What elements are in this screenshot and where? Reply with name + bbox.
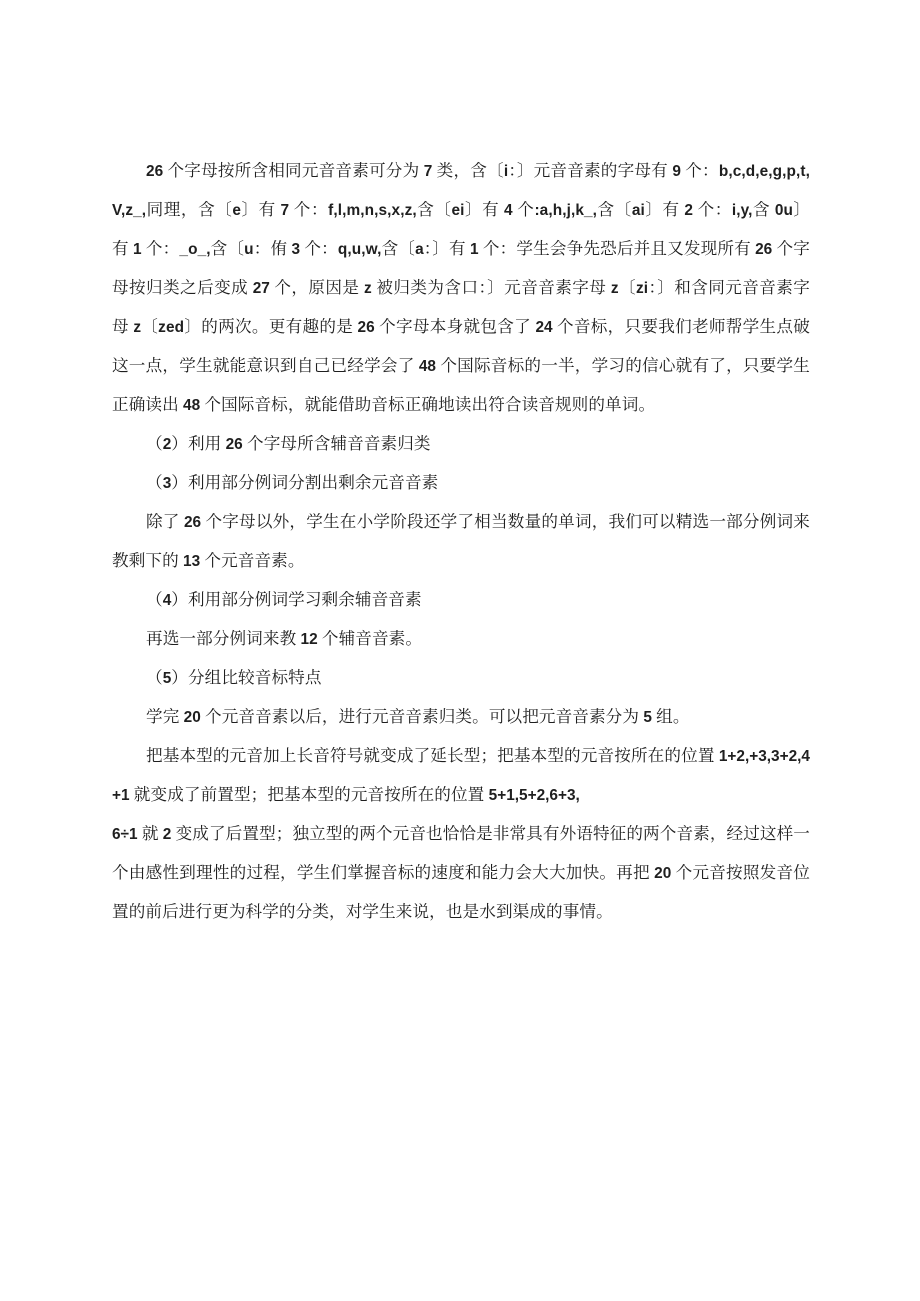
inline-latin-token: 26	[183, 514, 202, 531]
paragraph-phoneme-classification: 26 个字母按所含相同元音音素可分为 7 类，含〔i：〕元音音素的字母有 9 个：b,c,d,e,g,p,t,V,z_,同理，含〔e〕有 7 个：f,l,m,n,s,x,z,含〔ei〕有 4 个:a,h,j,k_,含〔ai〕有 2 个：i,y,含 0u〕有 1 个：_o_,含〔u：侑 3 个：q,u,w,含〔a：〕有 1 个：学生会争先恐后并且又发现所有 26 个字母按归类之后变成 27 个，原因是 z 被归类为含口：〕元音音素字母 z〔zi：〕和含同元音音素字母 z〔zed〕的两次。更有趣的是 26 个字母本身就包含了 24 个音标，只要我们老师帮学生点破这一点，学生就能意识到自己已经学会了 48 个国际音标的一半，学习的信心就有了，只要学生正确读出 48 个国际音标，就能借助音标正确地读出符合读音规则的单词。	[112, 161, 811, 414]
inline-latin-token: 3	[291, 241, 301, 258]
inline-latin-token: 20	[654, 865, 672, 882]
inline-latin-token: 1+2,+3,3+2,4+1	[112, 748, 810, 804]
paragraph-item-2-consonant-grouping: （2）利用 26 个字母所含辅音音素归类	[146, 434, 431, 453]
inline-latin-token: 48	[418, 358, 436, 375]
inline-latin-token: i	[503, 163, 509, 180]
inline-latin-token: q,u,w,	[337, 241, 382, 258]
inline-latin-token: zi	[635, 280, 649, 297]
paragraph-item-3-vowel-split: （3）利用部分例词分割出剩余元音音素	[146, 473, 439, 492]
inline-latin-token: 7	[423, 163, 433, 180]
inline-latin-token: 1	[133, 241, 142, 258]
paragraph-twenty-vowels-grouping: 学完 20 个元音音素以后，进行元音音素归类。可以把元音音素分为 5 组。	[146, 707, 690, 726]
inline-latin-token: z	[133, 319, 142, 336]
inline-latin-token: 5	[643, 709, 652, 726]
inline-latin-token: b,c,d,e,g,p,t,V,z_,	[112, 163, 811, 219]
inline-latin-token: 7	[280, 202, 290, 219]
inline-latin-token: u	[244, 241, 254, 258]
inline-latin-token: a	[415, 241, 424, 258]
inline-latin-token: 26	[146, 163, 164, 180]
inline-latin-token: 4	[504, 202, 513, 219]
inline-latin-token: 2	[162, 436, 172, 453]
inline-latin-token: 2	[162, 826, 172, 843]
inline-latin-token: 26	[755, 241, 773, 258]
inline-latin-token: 5	[162, 670, 172, 687]
paragraph-item-5-group-comparison: （5）分组比较音标特点	[146, 668, 322, 687]
inline-latin-token: 9	[672, 163, 681, 180]
inline-latin-token: 4	[162, 592, 172, 609]
document-text-body	[112, 152, 810, 931]
inline-latin-token: 12	[300, 631, 318, 648]
inline-latin-token: 26	[225, 436, 243, 453]
inline-latin-token: f,l,m,n,s,x,z,	[328, 202, 417, 219]
inline-latin-token: z	[364, 280, 372, 297]
inline-latin-token: ai	[631, 202, 645, 219]
inline-latin-token: 3	[162, 475, 172, 492]
paragraph-item-4-consonant-learning: （4）利用部分例词学习剩余辅音音素	[146, 590, 422, 609]
inline-latin-token: e	[232, 202, 242, 219]
inline-latin-token: i,y,	[731, 202, 753, 219]
inline-latin-token: _o_,	[179, 241, 211, 258]
inline-latin-token: ei	[451, 202, 465, 219]
inline-latin-token: 5+1,5+2,6+3,	[488, 787, 580, 804]
inline-latin-token: 13	[183, 553, 201, 570]
inline-latin-token: zed	[158, 319, 185, 336]
paragraph-vowel-type-transformations: 把基本型的元音加上长音符号就变成了延长型；把基本型的元音按所在的位置 1+2,+3,3+2,4+1 就变成了前置型；把基本型的元音按所在的位置 5+1,5+2,6+3,	[112, 746, 810, 804]
inline-latin-token: 1	[470, 241, 479, 258]
inline-latin-token: 48	[183, 397, 201, 414]
inline-latin-token: 27	[252, 280, 270, 297]
inline-latin-token: :a,h,j,k_,	[534, 202, 598, 219]
inline-latin-token: 0u	[774, 202, 793, 219]
inline-latin-token: z	[610, 280, 619, 297]
inline-latin-token: 6÷1	[112, 826, 138, 843]
inline-latin-token: 2	[684, 202, 693, 219]
inline-latin-token: 26	[357, 319, 375, 336]
inline-latin-token: 24	[535, 319, 553, 336]
inline-latin-token: 20	[183, 709, 201, 726]
paragraph-remaining-vowels-explanation: 除了 26 个字母以外，学生在小学阶段还学了相当数量的单词，我们可以精选一部分例词来教剩下的 13 个元音音素。	[112, 512, 810, 570]
paragraph-twelve-consonants: 再选一部分例词来教 12 个辅音音素。	[146, 629, 423, 648]
paragraph-postposed-type-conclusion: 6÷1 就 2 变成了后置型；独立型的两个元音也恰恰是非常具有外语特征的两个音素，经过这样一个由感性到理性的过程，学生们掌握音标的速度和能力会大大加快。再把 20 个元音按照发音位置的前后进行更为科学的分类，对学生来说，也是水到渠成的事情。	[112, 824, 810, 921]
